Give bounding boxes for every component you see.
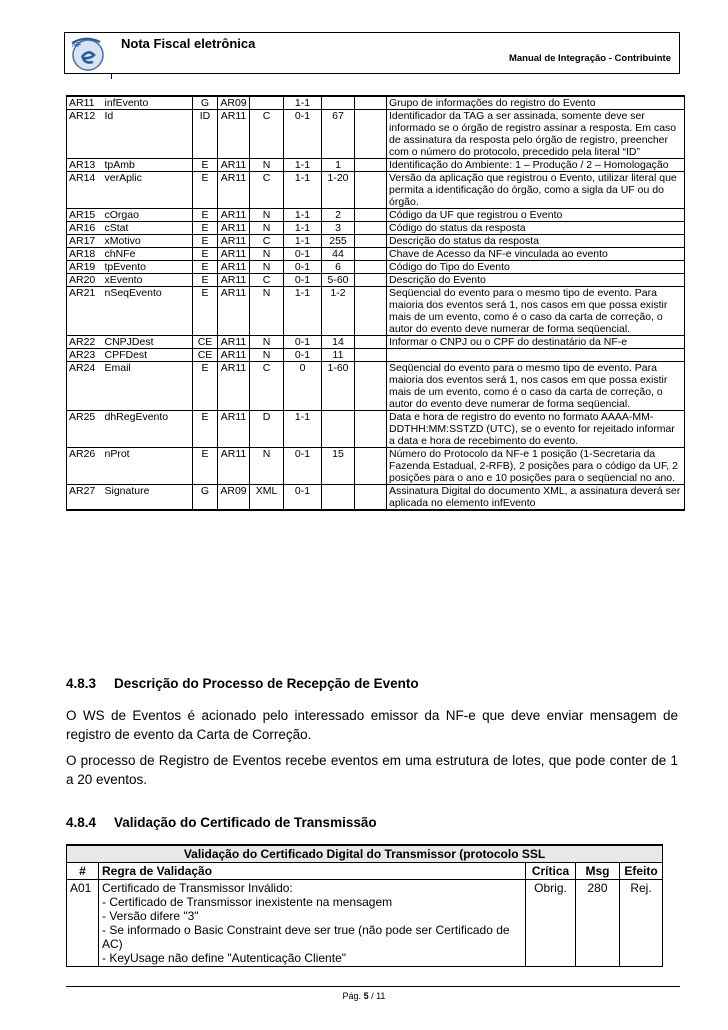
field-size: 67 — [322, 110, 355, 159]
field-format: XML — [250, 485, 284, 511]
field-occurrence: 0-1 — [284, 110, 322, 159]
rule-line: Certificado de Transmissor Inválido: — [102, 881, 293, 895]
field-name: infEvento — [103, 96, 193, 110]
field-occurrence: 0-1 — [284, 261, 322, 274]
field-type: E — [193, 235, 218, 248]
field-occurrence: 0 — [284, 362, 322, 411]
field-size: 1 — [322, 159, 355, 172]
field-format — [250, 96, 284, 110]
field-id: AR17 — [67, 235, 103, 248]
field-name: chNFe — [103, 248, 193, 261]
table-row — [67, 261, 685, 274]
field-extra — [355, 362, 387, 411]
field-id: AR24 — [67, 362, 103, 411]
field-occurrence: 0-1 — [284, 349, 322, 362]
field-name: nProt — [103, 448, 193, 485]
field-extra — [355, 172, 387, 209]
field-description: Número do Protocolo da NF-e 1 posição (1-Secretaria da Fazenda Estadual, 2-RFB), 2 posições para o código da UF, 2 posições para o ano e 10 posições para o seqüencial no ano. — [387, 448, 685, 485]
field-id: AR18 — [67, 248, 103, 261]
field-parent: AR11 — [218, 362, 250, 411]
field-description: Versão da aplicação que registrou o Evento, utilizar literal que permita a identificação do órgão, como a sigla da UF ou do órgão. — [387, 172, 685, 209]
field-type: E — [193, 448, 218, 485]
field-format: D — [250, 411, 284, 448]
field-parent: AR11 — [218, 336, 250, 349]
rule-critica: Obrig. — [526, 880, 576, 967]
field-parent: AR11 — [218, 261, 250, 274]
field-parent: AR11 — [218, 172, 250, 209]
field-format: N — [250, 261, 284, 274]
field-parent: AR11 — [218, 274, 250, 287]
field-description: Data e hora de registro do evento no formato AAAA-MM-DDTHH:MM:SSTZD (UTC), se o evento for rejeitado informar a data e hora de recebimento do evento. — [387, 411, 685, 448]
field-parent: AR11 — [218, 248, 250, 261]
section-number: 4.8.3 — [66, 676, 97, 691]
footer-divider — [66, 986, 680, 987]
page-current: 5 — [363, 991, 369, 1001]
field-extra — [355, 209, 387, 222]
field-extra — [355, 248, 387, 261]
field-type: E — [193, 261, 218, 274]
field-parent: AR11 — [218, 159, 250, 172]
field-size: 6 — [322, 261, 355, 274]
field-size: 1-60 — [322, 362, 355, 411]
rule-msg: 280 — [576, 880, 620, 967]
header-cell: Crítica — [526, 863, 576, 880]
field-type: ID — [193, 110, 218, 159]
field-id: AR26 — [67, 448, 103, 485]
field-id: AR13 — [67, 159, 103, 172]
field-extra — [355, 261, 387, 274]
field-description: Seqüencial do evento para o mesmo tipo de evento. Para maioria dos eventos será 1, nos casos em que possa existir mais de um evento, como é o caso da carta de correção, o autor do evento deve numerar de forma seqüencial. — [387, 362, 685, 411]
field-size: 5-60 — [322, 274, 355, 287]
field-parent: AR11 — [218, 349, 250, 362]
section-heading-483 — [66, 676, 419, 691]
field-occurrence: 1-1 — [284, 287, 322, 336]
header-cell: # — [67, 863, 99, 880]
rule-id: A01 — [67, 880, 99, 967]
field-id: AR14 — [67, 172, 103, 209]
rule-line: - Se informado o Basic Constraint deve ser true (não pode ser Certificado de AC) — [102, 923, 510, 951]
field-extra — [355, 336, 387, 349]
field-description: Descrição do status da resposta — [387, 235, 685, 248]
field-name: tpAmb — [103, 159, 193, 172]
table-row — [67, 362, 685, 411]
field-size: 255 — [322, 235, 355, 248]
field-extra — [355, 349, 387, 362]
table-row — [67, 287, 685, 336]
field-id: AR21 — [67, 287, 103, 336]
field-format: N — [250, 287, 284, 336]
field-type: E — [193, 362, 218, 411]
section-number: 4.8.4 — [66, 815, 97, 830]
header-cell: Regra de Validação — [99, 863, 526, 880]
section-heading-484 — [66, 815, 377, 830]
field-type: E — [193, 248, 218, 261]
field-description: Identificador da TAG a ser assinada, somente deve ser informado se o órgão de registro assinar a resposta. Em caso de assinatura da resposta pelo órgão de registro, preencher com o número do protocolo, precedido pela literal “ID” — [387, 110, 685, 159]
field-size: 1-20 — [322, 172, 355, 209]
field-name: cStat — [103, 222, 193, 235]
field-size — [322, 411, 355, 448]
field-extra — [355, 274, 387, 287]
rule-efeito: Rej. — [620, 880, 663, 967]
field-type: E — [193, 274, 218, 287]
field-occurrence: 0-1 — [284, 248, 322, 261]
field-name: nSeqEvento — [103, 287, 193, 336]
field-description: Código do status da resposta — [387, 222, 685, 235]
field-type: E — [193, 172, 218, 209]
field-description: Informar o CNPJ ou o CPF do destinatário da NF-e — [387, 336, 685, 349]
table-row — [67, 222, 685, 235]
field-description: Descrição do Evento — [387, 274, 685, 287]
table-row — [67, 110, 685, 159]
table-row — [67, 485, 685, 511]
field-id: AR15 — [67, 209, 103, 222]
table-row — [67, 448, 685, 485]
field-parent: AR11 — [218, 222, 250, 235]
field-description: Seqüencial do evento para o mesmo tipo de evento. Para maioria dos eventos será 1, nos casos em que possa existir mais de um evento, como é o caso da carta de correção, o autor do evento deve numerar de forma seqüencial. — [387, 287, 685, 336]
field-description: Identificação do Ambiente: 1 – Produção / 2 – Homologação — [387, 159, 685, 172]
header-cell: Msg — [576, 863, 620, 880]
field-occurrence: 1-1 — [284, 172, 322, 209]
field-type: E — [193, 287, 218, 336]
field-name: CNPJDest — [103, 336, 193, 349]
field-id: AR12 — [67, 110, 103, 159]
field-parent: AR09 — [218, 485, 250, 511]
field-format: C — [250, 274, 284, 287]
field-parent: AR11 — [218, 411, 250, 448]
table-row — [67, 172, 685, 209]
field-parent: AR11 — [218, 448, 250, 485]
field-parent: AR09 — [218, 96, 250, 110]
table-row — [67, 880, 663, 967]
field-id: AR16 — [67, 222, 103, 235]
rule-text — [99, 880, 526, 967]
field-size: 11 — [322, 349, 355, 362]
field-format: N — [250, 349, 284, 362]
field-type: CE — [193, 336, 218, 349]
field-id: AR23 — [67, 349, 103, 362]
field-size — [322, 485, 355, 511]
field-size — [322, 96, 355, 110]
field-occurrence: 0-1 — [284, 336, 322, 349]
field-type: E — [193, 159, 218, 172]
rule-line: - Certificado de Transmissor inexistente na mensagem — [102, 895, 393, 909]
page-total: / 11 — [368, 991, 386, 1001]
field-name: verAplic — [103, 172, 193, 209]
field-format: C — [250, 172, 284, 209]
field-occurrence: 1-1 — [284, 411, 322, 448]
field-extra — [355, 96, 387, 110]
field-occurrence: 1-1 — [284, 222, 322, 235]
rule-line: - Versão difere "3" — [102, 909, 199, 923]
field-type: CE — [193, 349, 218, 362]
field-id: AR22 — [67, 336, 103, 349]
field-table — [66, 95, 685, 511]
page-header — [64, 32, 680, 74]
field-extra — [355, 411, 387, 448]
field-format: N — [250, 248, 284, 261]
field-format: C — [250, 362, 284, 411]
field-extra — [355, 110, 387, 159]
field-name: Signature — [103, 485, 193, 511]
field-id: AR11 — [67, 96, 103, 110]
field-type: G — [193, 485, 218, 511]
field-size: 15 — [322, 448, 355, 485]
table-row — [67, 248, 685, 261]
field-size: 2 — [322, 209, 355, 222]
field-description: Código do Tipo do Evento — [387, 261, 685, 274]
field-description — [387, 349, 685, 362]
section-title: Descrição do Processo de Recepção de Evento — [114, 676, 419, 691]
field-name: xEvento — [103, 274, 193, 287]
field-name: dhRegEvento — [103, 411, 193, 448]
field-occurrence: 0-1 — [284, 448, 322, 485]
table-row — [67, 96, 685, 110]
field-size: 3 — [322, 222, 355, 235]
field-type: E — [193, 222, 218, 235]
field-parent: AR11 — [218, 110, 250, 159]
field-occurrence: 1-1 — [284, 159, 322, 172]
field-format: N — [250, 336, 284, 349]
table-row — [67, 159, 685, 172]
field-occurrence: 0-1 — [284, 485, 322, 511]
field-format: N — [250, 448, 284, 485]
section-title: Validação do Certificado de Transmissão — [114, 815, 377, 830]
paragraph: O WS de Eventos é acionado pelo interessado emissor da NF-e que deve enviar mensagem de registro de evento da Carta de Correção. — [66, 708, 678, 742]
field-id: AR20 — [67, 274, 103, 287]
paragraph: O processo de Registro de Eventos recebe eventos em uma estrutura de lotes, que pode conter de 1 a 20 eventos. — [66, 753, 678, 787]
field-description: Assinatura Digital do documento XML, a assinatura deverá ser aplicada no elemento infEvento — [387, 485, 685, 511]
field-type: E — [193, 411, 218, 448]
field-type: G — [193, 96, 218, 110]
field-extra — [355, 222, 387, 235]
field-name: Email — [103, 362, 193, 411]
field-size: 44 — [322, 248, 355, 261]
header-subtitle: Manual de Integração - Contribuinte — [508, 53, 671, 64]
field-format: N — [250, 159, 284, 172]
header-cell: Efeito — [620, 863, 663, 880]
svg-text:NF: NF — [72, 42, 82, 49]
field-occurrence: 1-1 — [284, 96, 322, 110]
field-description: Código da UF que registrou o Evento — [387, 209, 685, 222]
field-name: Id — [103, 110, 193, 159]
field-extra — [355, 287, 387, 336]
page-footer — [0, 991, 728, 1001]
field-name: cOrgao — [103, 209, 193, 222]
field-parent: AR11 — [218, 235, 250, 248]
table-row — [67, 235, 685, 248]
field-format: C — [250, 110, 284, 159]
page-label: Pág. — [342, 991, 364, 1001]
field-occurrence: 0-1 — [284, 274, 322, 287]
field-name: CPFDest — [103, 349, 193, 362]
field-name: tpEvento — [103, 261, 193, 274]
field-size: 14 — [322, 336, 355, 349]
table-row — [67, 336, 685, 349]
validation-table — [66, 844, 663, 967]
table-row — [67, 209, 685, 222]
field-extra — [355, 235, 387, 248]
field-description: Grupo de informações do registro do Evento — [387, 96, 685, 110]
table-row — [67, 349, 685, 362]
field-format: N — [250, 209, 284, 222]
field-parent: AR11 — [218, 287, 250, 336]
field-id: AR25 — [67, 411, 103, 448]
field-occurrence: 1-1 — [284, 209, 322, 222]
field-occurrence: 1-1 — [284, 235, 322, 248]
field-type: E — [193, 209, 218, 222]
header-title: Nota Fiscal eletrônica — [121, 36, 256, 51]
field-format: N — [250, 222, 284, 235]
field-parent: AR11 — [218, 209, 250, 222]
field-id: AR19 — [67, 261, 103, 274]
field-id: AR27 — [67, 485, 103, 511]
field-size: 1-2 — [322, 287, 355, 336]
field-name: xMotivo — [103, 235, 193, 248]
field-extra — [355, 448, 387, 485]
header-tick — [111, 74, 112, 79]
field-description: Chave de Acesso da NF-e vinculada ao evento — [387, 248, 685, 261]
table-row — [67, 411, 685, 448]
table-row — [67, 274, 685, 287]
nfe-logo — [66, 33, 106, 73]
validation-table-title: Validação do Certificado Digital do Transmissor (protocolo SSL — [67, 845, 663, 863]
field-extra — [355, 485, 387, 511]
field-extra — [355, 159, 387, 172]
field-format: C — [250, 235, 284, 248]
rule-line: - KeyUsage não define "Autenticação Cliente" — [102, 951, 347, 965]
